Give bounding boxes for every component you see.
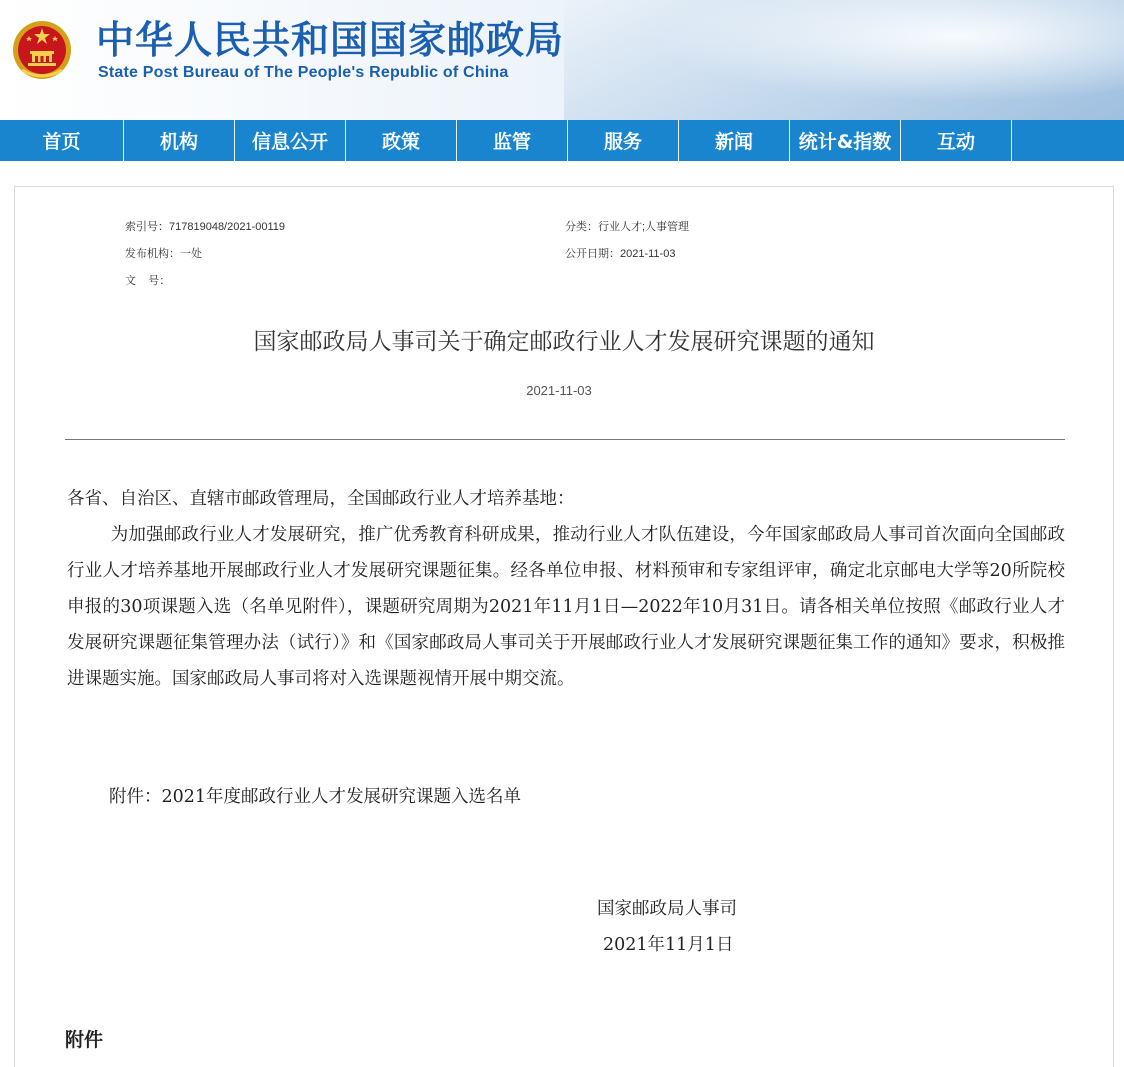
article-title: 国家邮政局人事司关于确定邮政行业人才发展研究课题的通知 <box>253 329 875 355</box>
national-emblem-icon <box>12 18 72 82</box>
article-card <box>14 186 1114 1067</box>
body-paragraph: 为加强邮政行业人才发展研究，推广优秀教育科研成果，推动行业人才队伍建设，今年国家邮政局人事司首次面向全国邮政行业人才培养基地开展邮政行业人才发展研究课题征集。经各单位申报、材料预审和专家组评审，确定北京邮电大学等20所院校申报的30项课题入选（名单见附件），课题研究周期为2021年11月1日—2022年10月31日。请各相关单位按照《邮政行业人才发展研究课题征集管理办法（试行）》和《国家邮政局人事司关于开展邮政行业人才发展研究课题征集工作的通知》要求，积极推进课题实施。国家邮政局人事司将对入选课题视情开展中期交流。 <box>67 525 1065 689</box>
article-date: 2021-11-03 <box>526 383 592 398</box>
signature-org: 国家邮政局人事司 <box>597 899 737 919</box>
article-body <box>67 481 1065 697</box>
meta-category: 分类：行业人才;人事管理 <box>565 221 690 233</box>
main-nav <box>0 120 1124 161</box>
nav-item-organization[interactable]: 机构 <box>124 120 235 161</box>
nav-item-news[interactable]: 新闻 <box>679 120 790 161</box>
meta-publisher: 发布机构：一处 <box>125 248 202 260</box>
meta-doc-no: 文 号： <box>125 275 171 287</box>
site-subtitle: State Post Bureau of The People's Republic of China <box>98 64 509 81</box>
meta-publish-date: 公开日期：2021-11-03 <box>565 248 676 260</box>
nav-item-statistics[interactable]: 统计&指数 <box>790 120 901 161</box>
nav-item-home[interactable]: 首页 <box>0 120 124 161</box>
nav-item-info-disclosure[interactable]: 信息公开 <box>235 120 346 161</box>
header-decoration <box>564 0 1124 120</box>
nav-item-interaction[interactable]: 互动 <box>901 120 1012 161</box>
title-divider <box>65 439 1065 440</box>
salutation: 各省、自治区、直辖市邮政管理局，全国邮政行业人才培养基地： <box>67 489 575 509</box>
nav-item-policy[interactable]: 政策 <box>346 120 457 161</box>
nav-item-supervision[interactable]: 监管 <box>457 120 568 161</box>
attachment-line: 附件：2021年度邮政行业人才发展研究课题入选名单 <box>109 787 522 807</box>
nav-item-services[interactable]: 服务 <box>568 120 679 161</box>
signature-date: 2021年11月1日 <box>603 935 734 955</box>
attachment-heading: 附件 <box>65 1029 104 1051</box>
meta-index-no: 索引号：717819048/2021-00119 <box>125 221 286 233</box>
site-title: 中华人民共和国国家邮政局 <box>96 18 565 62</box>
site-header <box>0 0 1124 120</box>
